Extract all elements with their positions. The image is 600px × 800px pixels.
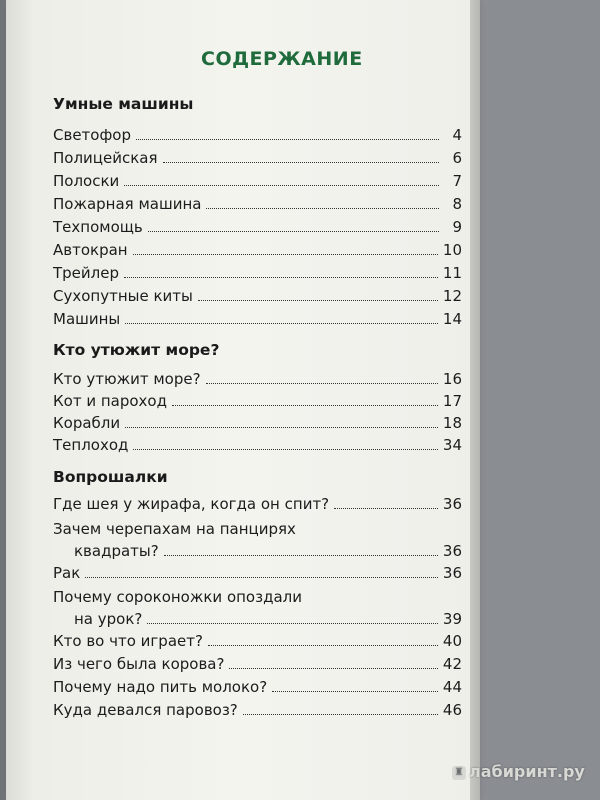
entry-label: Пожарная машина	[53, 195, 202, 213]
section-title: Умные машины	[53, 95, 194, 113]
leader-dots	[172, 404, 438, 406]
leader-dots	[124, 184, 439, 186]
entry-page: 8	[452, 195, 462, 213]
toc-entry	[53, 564, 462, 582]
entry-label: Кто утюжит море?	[53, 370, 201, 388]
leader-dots	[124, 276, 438, 278]
entry-page: 36	[442, 564, 462, 582]
leader-dots	[164, 554, 438, 556]
entry-label: Зачем черепахам на панцирях	[53, 520, 296, 538]
entry-page: 34	[442, 436, 462, 454]
entry-label: Техпомощь	[53, 218, 143, 236]
entry-label: Автокран	[53, 241, 128, 259]
entry-label: Кот и пароход	[53, 392, 167, 410]
leader-dots	[229, 667, 437, 669]
toc-entry	[53, 310, 462, 328]
entry-label: Где шея у жирафа, когда он спит?	[53, 495, 330, 513]
entry-page: 44	[442, 678, 462, 696]
entry-label: Кто во что играет?	[53, 632, 203, 650]
entry-page: 14	[442, 310, 462, 328]
entry-label: Куда девался паровоз?	[53, 701, 238, 719]
toc-entry	[53, 632, 462, 650]
entry-page: 46	[442, 701, 462, 719]
leader-dots	[198, 299, 438, 301]
toc-entry	[53, 218, 462, 236]
page-title: СОДЕРЖАНИЕ	[201, 48, 363, 70]
leader-dots	[125, 426, 438, 428]
entry-label-continued: квадраты?	[74, 542, 159, 560]
toc-entry	[53, 287, 462, 305]
toc-entry	[53, 195, 462, 213]
entry-label: Почему сороконожки опоздали	[53, 588, 302, 606]
leader-dots	[206, 207, 439, 209]
leader-dots	[243, 713, 438, 715]
leader-dots	[206, 382, 438, 384]
book-page	[6, 0, 472, 800]
leader-dots	[208, 644, 438, 646]
entry-page: 6	[452, 149, 462, 167]
entry-page: 18	[442, 414, 462, 432]
entry-label: Рак	[53, 564, 81, 582]
entry-page: 39	[442, 610, 462, 628]
toc-entry	[53, 370, 462, 388]
entry-page: 36	[442, 495, 462, 513]
leader-dots	[163, 161, 439, 163]
toc-entry	[53, 495, 462, 513]
labirint-logo-icon: ♜	[452, 766, 466, 780]
entry-label: Полицейская	[53, 149, 158, 167]
entry-label-continued: на урок?	[74, 610, 143, 628]
leader-dots	[272, 690, 438, 692]
toc-entry	[53, 655, 462, 673]
toc-entry	[74, 610, 462, 628]
toc-entry	[53, 678, 462, 696]
entry-label: Корабли	[53, 414, 121, 432]
toc-entry	[74, 542, 462, 560]
entry-label: Из чего была корова?	[53, 655, 225, 673]
toc-entry	[53, 392, 462, 410]
entry-label: Светофор	[53, 126, 131, 144]
entry-label: Теплоход	[53, 436, 129, 454]
leader-dots	[334, 507, 438, 509]
entry-label: Почему надо пить молоко?	[53, 678, 268, 696]
entry-page: 17	[442, 392, 462, 410]
leader-dots	[85, 576, 438, 578]
toc-entry	[53, 414, 462, 432]
entry-page: 10	[442, 241, 462, 259]
entry-page: 40	[442, 632, 462, 650]
entry-page: 11	[442, 264, 462, 282]
entry-label: Трейлер	[53, 264, 119, 282]
toc-entry	[53, 264, 462, 282]
entry-page: 12	[442, 287, 462, 305]
leader-dots	[147, 622, 438, 624]
entry-page: 9	[452, 218, 462, 236]
entry-page: 16	[442, 370, 462, 388]
entry-page: 36	[442, 542, 462, 560]
entry-label: Машины	[53, 310, 121, 328]
entry-page: 7	[452, 172, 462, 190]
watermark-text: лабиринт.ру	[469, 762, 585, 781]
entry-page: 42	[442, 655, 462, 673]
leader-dots	[136, 138, 439, 140]
toc-entry	[53, 126, 462, 144]
toc-entry	[53, 701, 462, 719]
leader-dots	[133, 253, 438, 255]
watermark	[452, 762, 585, 781]
section-title: Кто утюжит море?	[53, 341, 220, 359]
toc-entry	[53, 436, 462, 454]
leader-dots	[148, 230, 439, 232]
section-title: Вопрошалки	[53, 468, 168, 486]
toc-entry	[53, 149, 462, 167]
entry-page: 4	[452, 126, 462, 144]
toc-entry	[53, 241, 462, 259]
book-edge	[470, 0, 480, 800]
leader-dots	[125, 322, 438, 324]
entry-label: Сухопутные киты	[53, 287, 193, 305]
leader-dots	[133, 448, 438, 450]
toc-entry	[53, 172, 462, 190]
entry-label: Полоски	[53, 172, 120, 190]
